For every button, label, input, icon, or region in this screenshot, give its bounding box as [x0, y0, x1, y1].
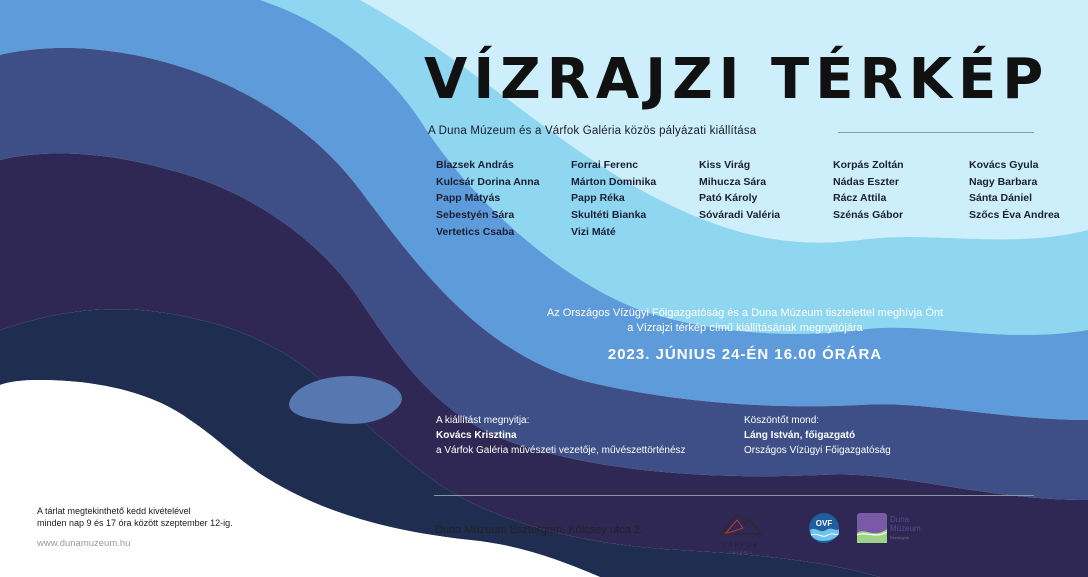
artist-name: Papp Réka — [571, 192, 625, 204]
artist-name: Skultéti Bianka — [571, 209, 647, 221]
opening-speaker-name: Kovács Krisztina — [436, 430, 517, 441]
duna-muzeum-logo — [857, 513, 929, 545]
greeting-heading: Köszöntőt mond: — [744, 415, 820, 426]
duna-muzeum-icon — [857, 513, 887, 543]
greeting-block — [744, 413, 891, 458]
varfok-logo — [715, 508, 767, 555]
varfok-mountain-icon — [715, 508, 767, 538]
ovf-logo-text: OVF — [815, 519, 833, 528]
artist-name: Forrai Ferenc — [571, 159, 639, 171]
hours-line-1: A tárlat megtekinthető kedd kivételével — [37, 506, 191, 516]
subtitle-divider — [838, 132, 1034, 133]
duna-logo-line-3: Esztergom — [890, 535, 910, 540]
artist-name: Mihucza Sára — [699, 176, 767, 188]
invitation-line-1: Az Országos Vízügyi Főigazgatóság és a Duna Múzeum tisztelettel meghívja Önt — [546, 307, 944, 319]
artist-name: Szénás Gábor — [833, 209, 904, 221]
museum-address: Duna Múzeum Esztergom, Kölcsey utca 2. — [435, 524, 643, 536]
page-title: VÍZRAJZI TÉRKÉP — [424, 47, 1050, 112]
varfok-logo-text: VÁRFOK — [722, 543, 760, 549]
artist-name: Kulcsár Dorina Anna — [436, 176, 540, 188]
website-link[interactable]: www.dunamuzeum.hu — [37, 538, 131, 549]
artist-name: Nagy Barbara — [969, 176, 1038, 188]
artist-name: Nádas Eszter — [833, 176, 899, 188]
footer-divider — [434, 495, 1034, 496]
artist-name: Márton Dominika — [571, 176, 657, 188]
hours-line-2: minden nap 9 és 17 óra között szeptember 12-ig. — [37, 518, 233, 528]
artist-name: Sóváradi Valéria — [699, 209, 781, 221]
invitation-text — [520, 306, 970, 336]
artist-name: Szőcs Éva Andrea — [969, 209, 1060, 221]
artist-name: Rácz Attila — [833, 192, 887, 204]
opening-speaker-role: a Várfok Galéria művészeti vezetője, művészettörténész — [436, 445, 686, 456]
greeting-speaker-name: Láng István, főigazgató — [744, 430, 856, 441]
artist-name: Kovács Gyula — [969, 159, 1039, 171]
page-subtitle: A Duna Múzeum és a Várfok Galéria közös pályázati kiállítása — [428, 125, 757, 137]
artist-name: Kiss Virág — [699, 159, 751, 171]
opening-heading: A kiállítást megnyitja: — [436, 415, 530, 426]
varfok-logo-subtext: GALÉRIA — [728, 550, 754, 555]
opening-block — [436, 413, 686, 458]
artist-name: Korpás Zoltán — [833, 159, 904, 171]
opening-hours — [37, 505, 233, 529]
ovf-logo — [808, 512, 840, 544]
event-date: 2023. JÚNIUS 24-ÉN 16.00 ÓRÁRA — [607, 346, 883, 363]
artist-name: Blazsek András — [436, 159, 514, 171]
artist-name: Papp Mátyás — [436, 192, 501, 204]
artist-name: Vertetics Csaba — [436, 226, 515, 238]
invitation-line-2: a Vízrajzi térkép című kiállításának megnyitójára — [627, 322, 863, 334]
artist-name: Pató Károly — [699, 192, 758, 204]
ovf-water-icon — [808, 512, 840, 544]
duna-logo-line-1: Duna — [890, 515, 910, 524]
artist-name: Sánta Dániel — [969, 192, 1033, 204]
artist-name: Vizi Máté — [571, 226, 616, 238]
greeting-speaker-org: Országos Vízügyi Főigazgatóság — [744, 445, 891, 456]
artist-name: Sebestyén Sára — [436, 209, 515, 221]
duna-logo-line-2: Múzeum — [890, 524, 921, 533]
